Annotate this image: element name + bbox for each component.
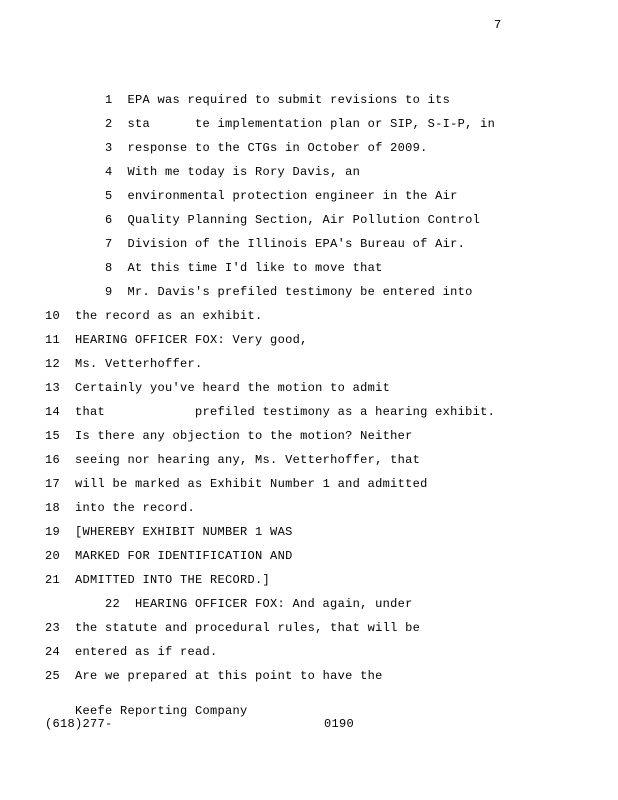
transcript-line — [105, 212, 480, 228]
line-text: entered as if read. — [75, 645, 218, 659]
footer-phone-suffix: 0190 — [324, 717, 355, 731]
transcript-line — [45, 428, 413, 444]
transcript-line — [45, 500, 195, 516]
transcript-line — [105, 260, 383, 276]
line-number: 13 — [45, 381, 61, 395]
line-text: will be marked as Exhibit Number 1 and admitted — [75, 477, 428, 491]
line-number: 2 — [105, 117, 113, 131]
line-text: seeing nor hearing any, Ms. Vetterhoffer, that — [75, 453, 421, 467]
line-number: 18 — [45, 501, 61, 515]
line-text: HEARING OFFICER FOX: And again, under — [135, 597, 413, 611]
line-text: into the record. — [75, 501, 196, 515]
transcript-line — [45, 380, 390, 396]
line-number: 25 — [45, 669, 61, 683]
transcript-line — [105, 116, 495, 132]
line-text: Quality Planning Section, Air Pollution Control — [127, 213, 481, 227]
line-number: 12 — [45, 357, 61, 371]
line-text: Are we prepared at this point to have the — [75, 669, 383, 683]
line-number: 7 — [105, 237, 113, 251]
line-number: 11 — [45, 333, 61, 347]
transcript-line — [45, 308, 263, 324]
line-number: 23 — [45, 621, 61, 635]
line-text: At this time I'd like to move that — [127, 261, 383, 275]
line-text: [WHEREBY EXHIBIT NUMBER 1 WAS — [75, 525, 293, 539]
transcript-line — [105, 596, 413, 612]
footer-phone-prefix: (618)277- — [45, 717, 113, 731]
line-text: Certainly you've heard the motion to admit — [75, 381, 391, 395]
transcript-line — [45, 356, 203, 372]
transcript-line — [105, 236, 465, 252]
line-number: 1 — [105, 93, 113, 107]
line-number: 4 — [105, 165, 113, 179]
line-number: 6 — [105, 213, 113, 227]
page-number: 7 — [494, 18, 502, 32]
line-number: 17 — [45, 477, 61, 491]
line-number: 3 — [105, 141, 113, 155]
line-number: 9 — [105, 285, 113, 299]
transcript-line — [45, 404, 495, 420]
transcript-line — [45, 572, 270, 588]
line-number: 14 — [45, 405, 61, 419]
transcript-line — [105, 164, 360, 180]
line-text: the record as an exhibit. — [75, 309, 263, 323]
transcript-line — [45, 476, 428, 492]
transcript-line — [45, 620, 420, 636]
transcript-line — [45, 668, 383, 684]
line-number: 24 — [45, 645, 61, 659]
line-text: EPA was required to submit revisions to its — [127, 93, 451, 107]
line-text: Is there any objection to the motion? Neither — [75, 429, 413, 443]
line-number: 10 — [45, 309, 61, 323]
transcript-line — [105, 92, 450, 108]
line-number: 8 — [105, 261, 113, 275]
transcript-line — [45, 452, 420, 468]
transcript-line — [105, 188, 458, 204]
line-text: ADMITTED INTO THE RECORD.] — [75, 573, 271, 587]
footer-company: Keefe Reporting Company — [75, 704, 248, 718]
line-text: HEARING OFFICER FOX: Very good, — [75, 333, 308, 347]
line-number: 22 — [105, 597, 121, 611]
line-text: response to the CTGs in October of 2009. — [127, 141, 428, 155]
line-number: 16 — [45, 453, 61, 467]
transcript-line — [45, 644, 218, 660]
line-text: MARKED FOR IDENTIFICATION AND — [75, 549, 293, 563]
line-number: 20 — [45, 549, 61, 563]
line-text: Ms. Vetterhoffer. — [75, 357, 203, 371]
line-number: 21 — [45, 573, 61, 587]
transcript-line — [45, 332, 308, 348]
line-text: Division of the Illinois EPA's Bureau of Air. — [127, 237, 466, 251]
transcript-line — [105, 284, 473, 300]
transcript-line — [105, 140, 428, 156]
line-text: environmental protection engineer in the Air — [127, 189, 458, 203]
line-text: that prefiled testimony as a hearing exhibit. — [75, 405, 496, 419]
line-text: sta te implementation plan or SIP, S-I-P, in — [127, 117, 496, 131]
line-number: 5 — [105, 189, 113, 203]
line-text: Mr. Davis's prefiled testimony be entered into — [127, 285, 473, 299]
line-text: With me today is Rory Davis, an — [127, 165, 361, 179]
line-text: the statute and procedural rules, that will be — [75, 621, 421, 635]
transcript-line — [45, 524, 293, 540]
line-number: 15 — [45, 429, 61, 443]
line-number: 19 — [45, 525, 61, 539]
transcript-line — [45, 548, 293, 564]
